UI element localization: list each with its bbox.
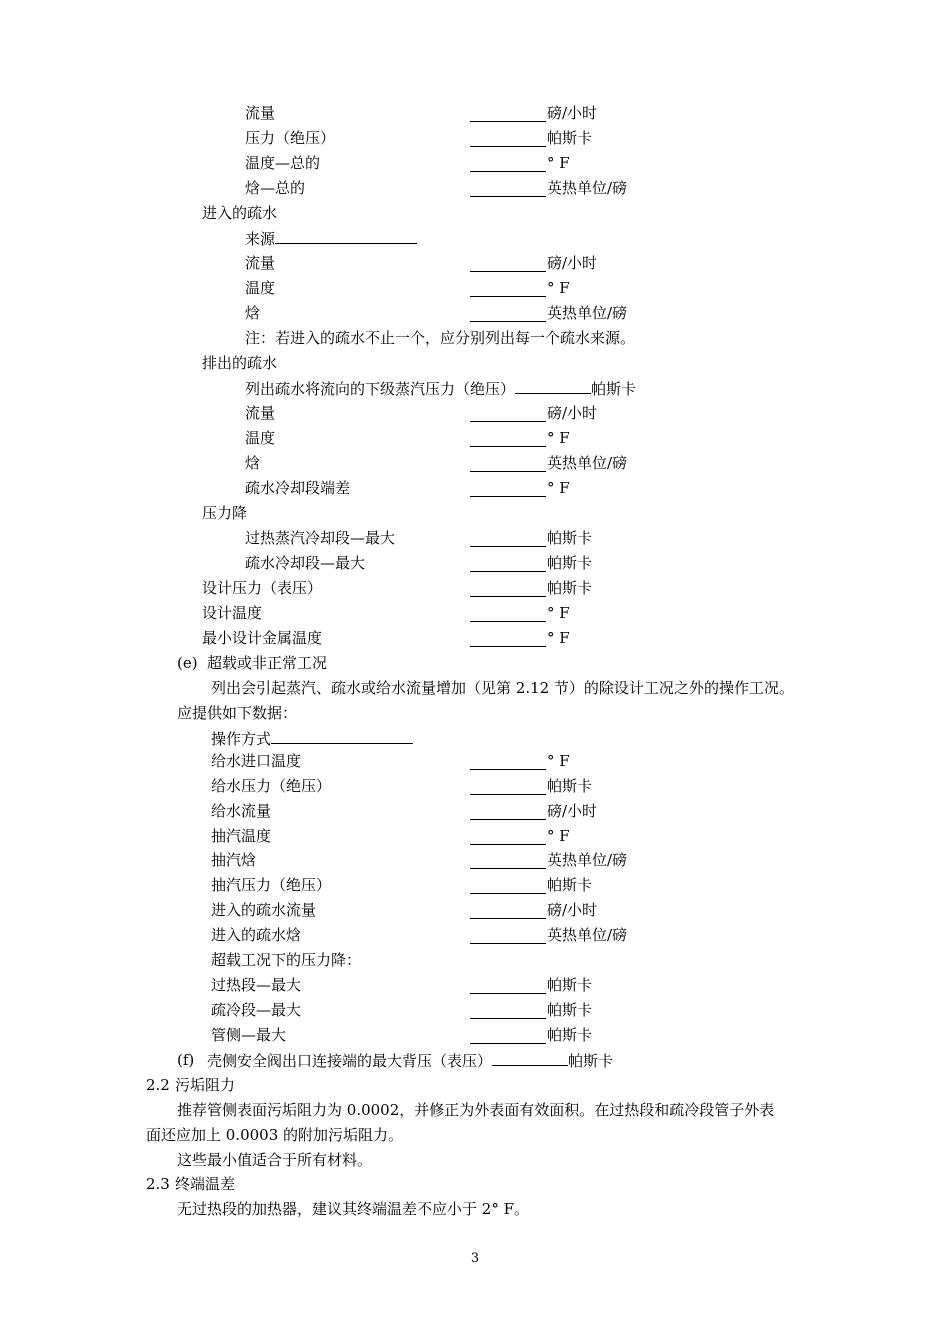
section-e-para-2: 应提供如下数据： [177, 704, 298, 722]
row-unit: 帕斯卡 [547, 876, 593, 894]
section-e-title: 超载或非正常工况 [207, 654, 328, 672]
row-unit: 帕斯卡 [547, 554, 593, 572]
blank-field [470, 851, 546, 869]
row-unit: 帕斯卡 [547, 976, 593, 994]
row-label: 流量 [245, 104, 276, 122]
row-label: 疏水冷却段端差 [245, 479, 351, 497]
blank-field [470, 926, 546, 944]
blank-field [470, 752, 546, 770]
row-label: 过热段—最大 [211, 976, 302, 994]
blank-field [470, 976, 546, 994]
row-unit: 帕斯卡 [547, 529, 593, 547]
row-unit: 英热单位/磅 [547, 179, 628, 197]
blank-field [470, 279, 546, 297]
blank-field [470, 876, 546, 894]
row-label: 温度 [245, 429, 276, 447]
row-unit: ° F [547, 154, 570, 172]
page-number: 3 [470, 1251, 480, 1266]
row-unit: ° F [547, 629, 570, 647]
blank-field [470, 254, 546, 272]
pressure-line [245, 379, 636, 398]
row-label: 温度—总的 [245, 154, 321, 172]
overload-heading: 超载工况下的压力降： [211, 951, 362, 969]
blank-field [470, 304, 546, 322]
section-heading: 排出的疏水 [202, 354, 278, 372]
section-2-3-number: 2.3 [146, 1175, 170, 1193]
row-label: 流量 [245, 404, 276, 422]
row-label: 给水进口温度 [211, 752, 302, 770]
blank-field [515, 379, 591, 394]
row-label: 给水流量 [211, 802, 272, 820]
row-unit: ° F [547, 604, 570, 622]
row-label: 温度 [245, 279, 276, 297]
blank-field [470, 1026, 546, 1044]
section-f-text: 壳侧安全阀出口连接端的最大背压（表压） [207, 1052, 493, 1070]
row-unit: 英热单位/磅 [547, 926, 628, 944]
row-unit: 帕斯卡 [547, 579, 593, 597]
blank-field [470, 827, 546, 845]
row-unit: 磅/小时 [547, 104, 598, 122]
row-label: 最小设计金属温度 [202, 629, 323, 647]
row-unit: 帕斯卡 [547, 1001, 593, 1019]
row-label: 流量 [245, 254, 276, 272]
row-label: 进入的疏水焓 [211, 926, 302, 944]
section-2-3-title: 终端温差 [175, 1175, 236, 1193]
blank-field [470, 529, 546, 547]
row-unit: 磅/小时 [547, 404, 598, 422]
mode-label: 操作方式 [211, 730, 272, 748]
row-label: 设计压力（表压） [202, 579, 323, 597]
row-unit: ° F [547, 827, 570, 845]
row-label: 焓—总的 [245, 179, 306, 197]
section-2-2-number: 2.2 [146, 1076, 170, 1094]
source-line [245, 229, 417, 248]
row-unit: ° F [547, 479, 570, 497]
blank-field [470, 404, 546, 422]
section-2-2-para-2: 面还应加上 0.0003 的附加污垢阻力。 [146, 1126, 404, 1144]
section-heading: 进入的疏水 [202, 204, 278, 222]
blank-field [470, 579, 546, 597]
row-unit: 帕斯卡 [547, 1026, 593, 1044]
source-label: 来源 [245, 230, 276, 248]
section-2-2-title: 污垢阻力 [175, 1076, 236, 1094]
section-2-2-para-1: 推荐管侧表面污垢阻力为 0.0002，并修正为外表面有效面积。在过热段和疏冷段管子外表 [177, 1101, 775, 1119]
row-unit: 磅/小时 [547, 802, 598, 820]
source-blank [275, 229, 417, 244]
blank-field [470, 901, 546, 919]
row-label: 压力（绝压） [245, 129, 336, 147]
row-label: 过热蒸汽冷却段—最大 [245, 529, 396, 547]
row-unit: 英热单位/磅 [547, 454, 628, 472]
row-label: 进入的疏水流量 [211, 901, 317, 919]
section-e-para-1: 列出会引起蒸汽、疏水或给水流量增加（见第 2.12 节）的除设计工况之外的操作工况。 [211, 679, 794, 697]
row-label: 设计温度 [202, 604, 263, 622]
row-unit: 磅/小时 [547, 901, 598, 919]
section-f-marker: (f) [177, 1051, 195, 1069]
blank-field [470, 179, 546, 197]
row-label: 管侧—最大 [211, 1026, 287, 1044]
row-label: 抽汽温度 [211, 827, 272, 845]
row-label: 疏水冷却段—最大 [245, 554, 366, 572]
blank-field [470, 777, 546, 795]
row-unit: 帕斯卡 [547, 777, 593, 795]
blank-field [470, 454, 546, 472]
row-unit: 帕斯卡 [547, 129, 593, 147]
mode-blank [271, 729, 413, 744]
row-label: 抽汽压力（绝压） [211, 876, 332, 894]
row-label: 疏冷段—最大 [211, 1001, 302, 1019]
pressure-line-unit: 帕斯卡 [591, 380, 637, 398]
section-f-unit: 帕斯卡 [568, 1052, 614, 1070]
row-label: 给水压力（绝压） [211, 777, 332, 795]
row-label: 抽汽焓 [211, 851, 257, 869]
blank-field [470, 604, 546, 622]
note-text: 注：若进入的疏水不止一个，应分别列出每一个疏水来源。 [245, 329, 636, 347]
row-label: 焓 [245, 304, 261, 322]
blank-field [470, 479, 546, 497]
section-e-marker: (e) [177, 654, 198, 672]
pressure-line-text: 列出疏水将流向的下级蒸汽压力（绝压） [245, 380, 516, 398]
row-unit: ° F [547, 752, 570, 770]
blank-field [470, 104, 546, 122]
row-unit: 英热单位/磅 [547, 851, 628, 869]
blank-field [470, 129, 546, 147]
section-heading: 压力降 [202, 504, 248, 522]
blank-field [470, 629, 546, 647]
mode-line [211, 729, 413, 748]
blank-field [470, 1001, 546, 1019]
row-unit: ° F [547, 429, 570, 447]
blank-field [492, 1051, 568, 1066]
row-unit: 英热单位/磅 [547, 304, 628, 322]
blank-field [470, 154, 546, 172]
blank-field [470, 429, 546, 447]
row-unit: 磅/小时 [547, 254, 598, 272]
blank-field [470, 554, 546, 572]
section-2-3-para: 无过热段的加热器，建议其终端温差不应小于 2° F。 [177, 1200, 529, 1218]
section-f-line [207, 1051, 613, 1070]
blank-field [470, 802, 546, 820]
section-2-2-para-3: 这些最小值适合于所有材料。 [177, 1151, 373, 1169]
row-unit: ° F [547, 279, 570, 297]
row-label: 焓 [245, 454, 261, 472]
